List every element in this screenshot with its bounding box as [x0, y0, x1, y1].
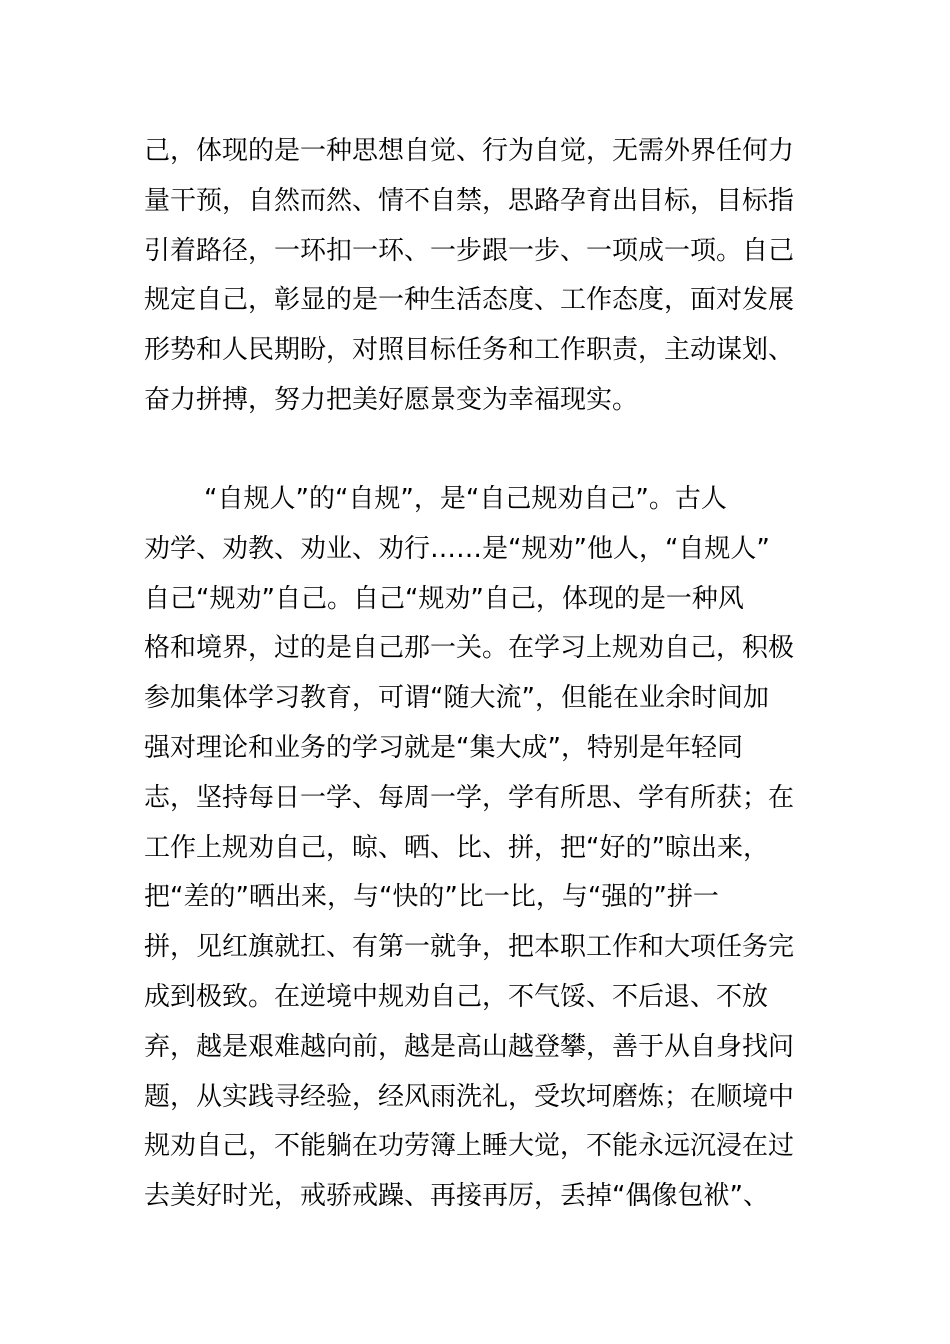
text-line: 规定自己，彰显的是一种生活态度、工作态度，面对发展	[144, 285, 795, 316]
text-line: “自规人”的“自规”，是“自己规劝自己”。古人	[204, 484, 727, 514]
text-line: 弃，越是艰难越向前，越是高山越登攀，善于从自身找问	[144, 1031, 795, 1062]
text-line: 参加集体学习教育，可谓“随大流”，但能在业余时间加	[144, 683, 769, 714]
text-line: 奋力拼搏，努力把美好愿景变为幸福现实。	[144, 384, 639, 415]
text-line: 强对理论和业务的学习就是“集大成”，特别是年轻同	[144, 732, 743, 763]
text-line: 工作上规劝自己，晾、晒、比、拼，把“好的”晾出来，	[144, 832, 769, 863]
text-line: 题，从实践寻经验，经风雨洗礼，受坎坷磨炼；在顺境中	[144, 1081, 795, 1112]
text-line: 志，坚持每日一学、每周一学，学有所思、学有所获；在	[144, 782, 795, 813]
text-line: 量干预，自然而然、情不自禁，思路孕育出目标，目标指	[144, 185, 795, 216]
text-line: 自己“规劝”自己。自己“规劝”自己，体现的是一种风	[144, 583, 744, 614]
paragraph-1	[144, 127, 808, 426]
text-line: 成到极致。在逆境中规劝自己，不气馁、不后退、不放	[144, 981, 769, 1012]
text-line: 去美好时光，戒骄戒躁、再接再厉，丢掉“偶像包袱”、	[144, 1181, 769, 1212]
text-line: 规劝自己，不能躺在功劳簿上睡大觉，不能永远沉浸在过	[144, 1131, 795, 1162]
text-line: 己，体现的是一种思想自觉、行为自觉，无需外界任何力	[144, 136, 795, 166]
paragraph-2	[144, 475, 808, 1222]
text-line: 把“差的”晒出来，与“快的”比一比，与“强的”拼一	[144, 882, 719, 913]
text-line: 形势和人民期盼，对照目标任务和工作职责，主动谋划、	[144, 335, 795, 366]
text-line: 劝学、劝教、劝业、劝行……是“规劝”他人，“自规人”	[144, 533, 770, 564]
text-line: 拼，见红旗就扛、有第一就争，把本职工作和大项任务完	[144, 932, 795, 963]
text-line: 引着路径，一环扣一环、一步跟一步、一项成一项。自己	[144, 235, 795, 266]
text-line: 格和境界，过的是自己那一关。在学习上规劝自己，积极	[144, 633, 795, 664]
